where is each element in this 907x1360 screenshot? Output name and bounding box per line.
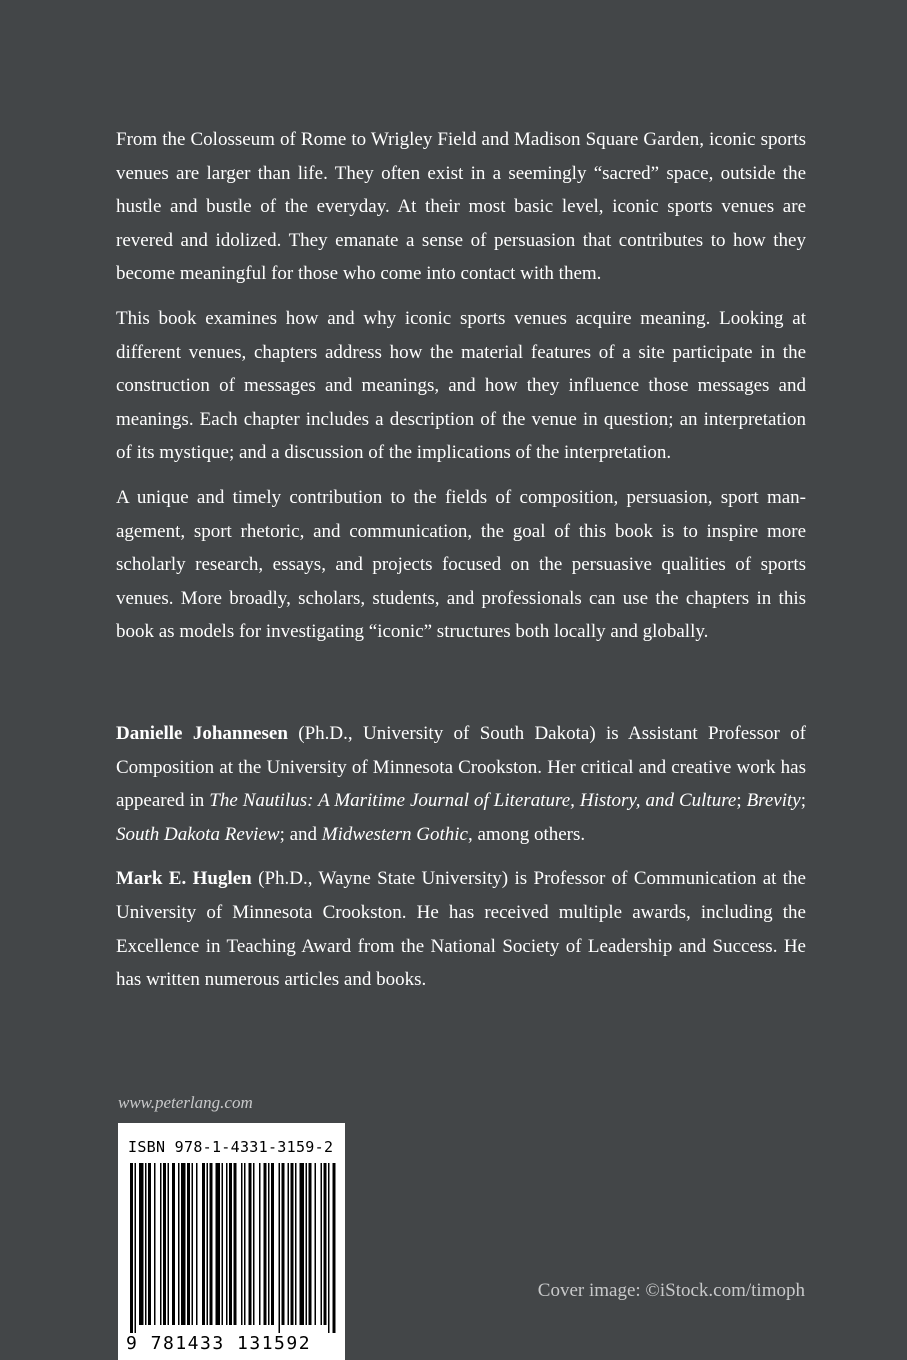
barcode-bar xyxy=(216,1163,221,1325)
publication-title: Midwestern Gothic xyxy=(321,823,468,845)
barcode-bar xyxy=(178,1163,180,1325)
barcode-bar xyxy=(148,1163,151,1325)
barcode-bar xyxy=(268,1163,270,1325)
barcode-bar xyxy=(181,1163,186,1325)
blurb-paragraph-2: This book examines how and why iconic sports venues acquire meaning. Looking at different venues, chapters address how the material features of a site participate in the construction of messages and meanings, and how they influence those messages and meanings. Each chapter includes a description of the venue in question; an interpretation of its mystique; and a discussion of the implications of the interpretation. xyxy=(116,307,806,464)
publisher-url[interactable]: www.peterlang.com xyxy=(118,1093,253,1112)
blurb-paragraph-3: A unique and timely contribution to the fields of composition, persuasion, sport management, sport rhetoric, and communication, the goal of this book is to inspire more scholarly research, essays, and projects focused on the persuasive qualities of sports venues. More broadly, scholars, students, and professionals can use the chapters in this book as models for investigating “iconic” structures both locally and globally. xyxy=(116,486,806,643)
barcode-bar xyxy=(259,1163,261,1325)
barcode-bar xyxy=(288,1163,290,1325)
separator: ; xyxy=(736,790,747,812)
author-bios xyxy=(116,717,806,1008)
author-bio-1-end: , among others. xyxy=(467,823,586,845)
cover-image-credit: Cover image: ©iStock.com/timoph xyxy=(537,1280,805,1301)
barcode-digits: 9 781433 131592 xyxy=(126,1333,312,1354)
barcode-bar xyxy=(207,1163,209,1325)
barcode-bar xyxy=(135,1163,137,1333)
barcode-bar xyxy=(130,1163,133,1333)
barcode-bar xyxy=(168,1163,170,1325)
barcode-bar xyxy=(154,1163,156,1325)
isbn-label: ISBN 978-1-4331-3159-2 xyxy=(128,1138,334,1156)
barcode-bar xyxy=(145,1163,147,1325)
barcode-bar xyxy=(253,1163,255,1325)
barcode-bar xyxy=(234,1163,237,1325)
author-bio-1 xyxy=(116,717,806,851)
publication-title: Brevity xyxy=(746,790,801,812)
barcode-bar xyxy=(192,1163,194,1325)
barcode-bar xyxy=(324,1163,327,1325)
barcode-bar xyxy=(306,1163,308,1325)
barcode-bar xyxy=(264,1163,267,1325)
barcode-bar xyxy=(328,1163,330,1333)
author-name-1: Danielle Johannesen xyxy=(116,723,288,744)
barcode-bar xyxy=(309,1163,312,1325)
barcode-bars xyxy=(118,1163,345,1335)
barcode-bar xyxy=(222,1163,224,1325)
barcode-bar xyxy=(160,1163,162,1325)
barcode-bar xyxy=(315,1163,317,1325)
blurb-paragraph-1: From the Colosseum of Rome to Wrigley Field and Madison Square Garden, iconic sports venues are larger than life. They often exist in a seemingly “sacred” space, outside the hustle and bustle of the everyday. At their most basic level, iconic sports venues are revered and idolized. They emanate a sense of persuasion that contributes to how they become meaningful for those who come into contact with them. xyxy=(116,129,806,285)
author-bio-2-text: (Ph.D., Wayne State University) is Professor of Communication at the University of Minnesota Crookston. He has received multiple awards, including the Excellence in Teaching Award from the National Society of Leadership and Success. He has written numerous articles and books. xyxy=(116,868,806,991)
barcode-bar xyxy=(226,1163,228,1325)
barcode-bar xyxy=(229,1163,232,1325)
barcode-bar xyxy=(279,1163,281,1333)
barcode-bar xyxy=(172,1163,175,1325)
separator: ; and xyxy=(279,823,322,845)
barcode-bar xyxy=(321,1163,323,1325)
barcode-bar xyxy=(300,1163,305,1325)
barcode-bar xyxy=(295,1163,297,1325)
author-bio-1-text: (Ph.D., University of South Dakota) is Assistant Professor of Composition at the University of Minnesota Crookston. Her critical and creative work has appeared in xyxy=(116,723,806,812)
separator: ; xyxy=(800,790,807,812)
barcode-bar xyxy=(202,1163,205,1325)
book-blurb xyxy=(116,123,806,660)
author-name-2: Mark E. Huglen xyxy=(116,868,252,890)
barcode-bar xyxy=(244,1163,246,1325)
author-bio-2 xyxy=(116,862,806,996)
barcode-bar xyxy=(271,1163,274,1325)
barcode-bar xyxy=(163,1163,166,1325)
barcode-bar xyxy=(333,1163,336,1333)
barcode-bar xyxy=(282,1163,285,1325)
publication-title: The Nautilus: A Maritime Journal of Literature, History, and Culture xyxy=(209,790,737,812)
barcode-bar xyxy=(291,1163,294,1325)
barcode-bar xyxy=(139,1163,144,1325)
barcode-bar xyxy=(210,1163,213,1325)
barcode-bar xyxy=(196,1163,198,1325)
barcode-bar xyxy=(187,1163,190,1325)
publication-title: South Dakota Review xyxy=(116,823,280,845)
barcode-bar xyxy=(241,1163,243,1325)
barcode-bar xyxy=(249,1163,252,1325)
isbn-barcode xyxy=(118,1123,345,1360)
